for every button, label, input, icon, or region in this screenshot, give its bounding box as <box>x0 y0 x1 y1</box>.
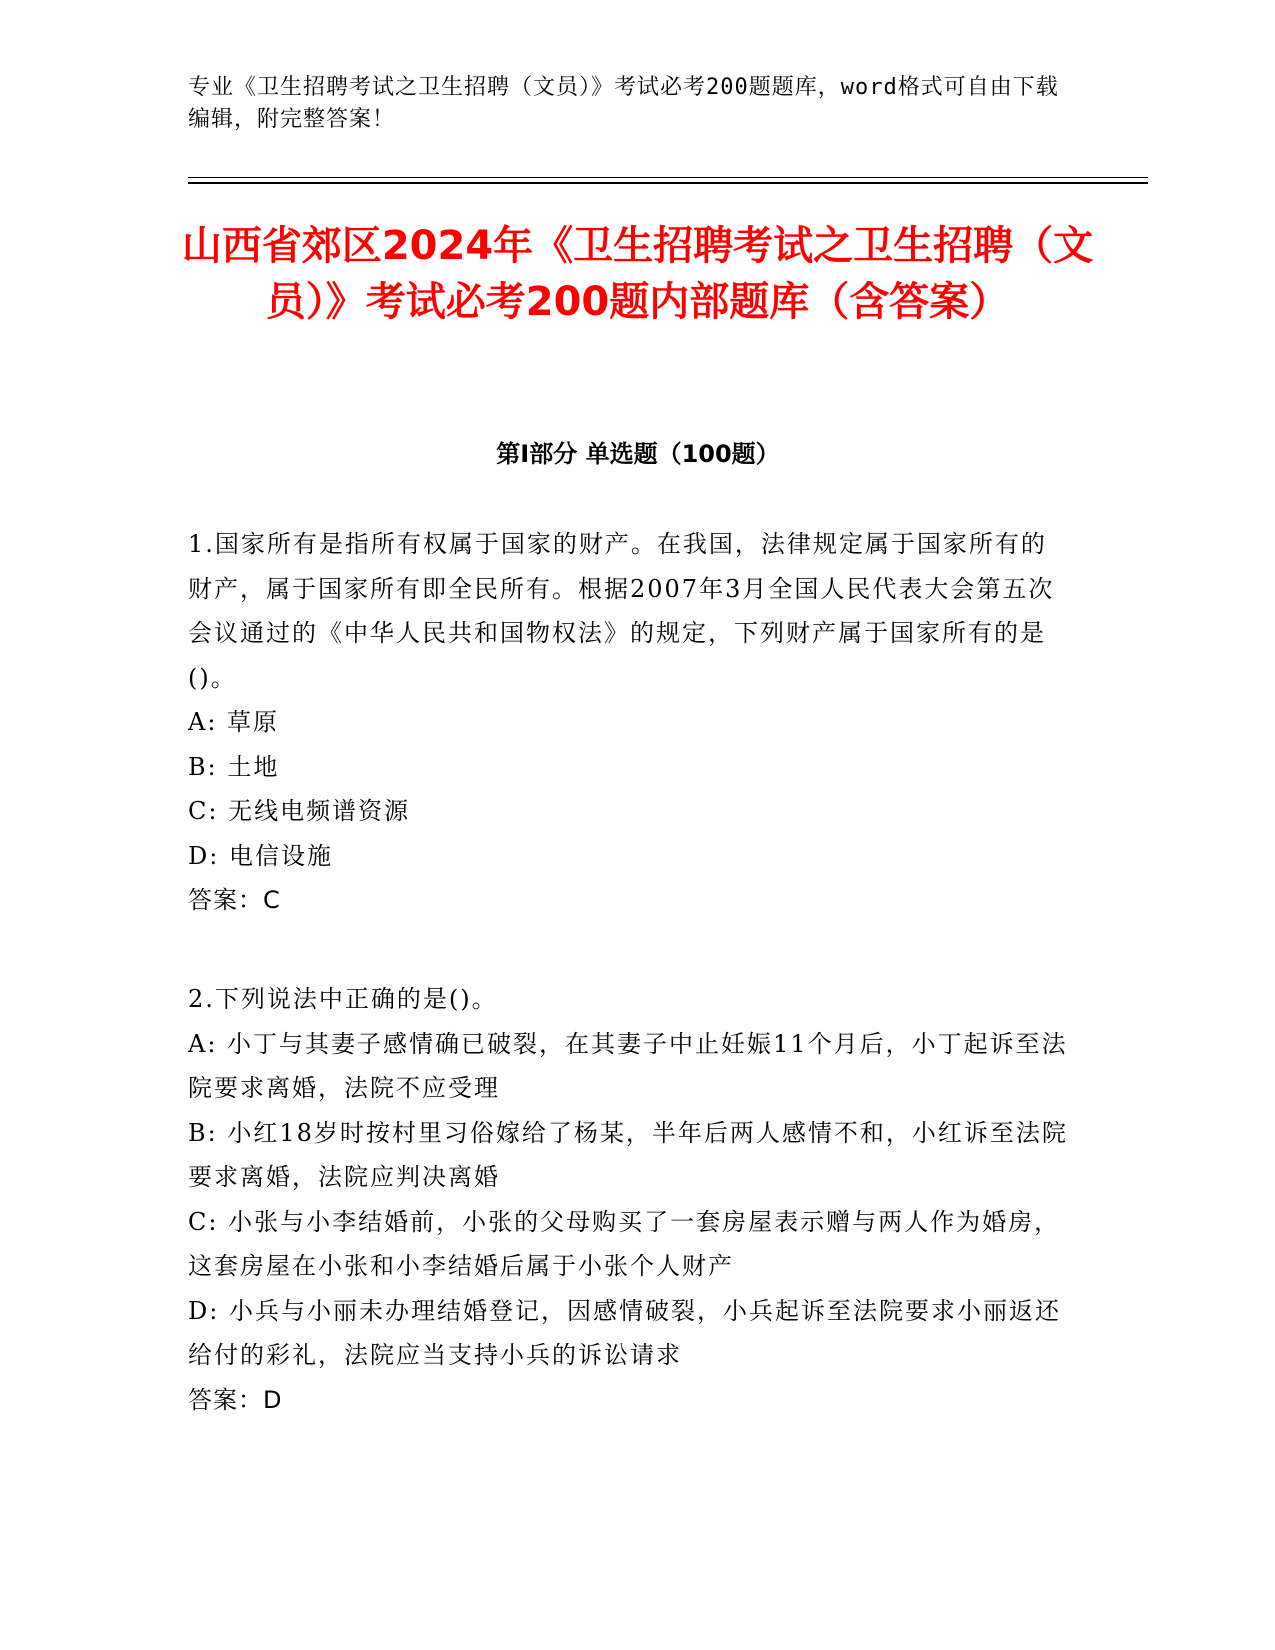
option-b: B: 小红18岁时按村里习俗嫁给了杨某，半年后两人感情不和，小红诉至法院要求离婚，法院应判决离婚 <box>188 1118 1068 1191</box>
section-heading: 第Ⅰ部分 单选题（100题） <box>496 440 780 468</box>
option-c: C: 小张与小李结婚前，小张的父母购买了一套房屋表示赠与两人作为婚房，这套房屋在小张和小李结婚后属于小张个人财产 <box>188 1207 1061 1280</box>
question-2 <box>188 977 1068 1422</box>
document-title: 山西省郊区2024年《卫生招聘考试之卫生招聘（文员）》考试必考200题内部题库（含答案） <box>181 223 1094 325</box>
option-b: B: 土地 <box>188 752 280 781</box>
option-a: A: 草原 <box>188 708 280 736</box>
question-text: 1.国家所有是指所有权属于国家的财产。在我国，法律规定属于国家所有的财产，属于国家所有即全民所有。根据2007年3月全国人民代表大会第五次会议通过的《中华人民共和国物权法》的规定，下列财产属于国家所有的是()。 <box>188 530 1055 692</box>
option-c: C: 无线电频谱资源 <box>188 797 411 825</box>
option-d: D: 电信设施 <box>188 841 333 870</box>
option-d: D: 小兵与小丽未办理结婚登记，因感情破裂，小兵起诉至法院要求小丽返还给付的彩礼，法院应当支持小兵的诉讼请求 <box>188 1296 1061 1369</box>
header-note: 专业《卫生招聘考试之卫生招聘（文员）》考试必考200题题库，word格式可自由下载编辑，附完整答案！ <box>188 75 1059 132</box>
answer-line: 答案：C <box>188 886 281 914</box>
header-rule-thin <box>188 177 1148 178</box>
question-1 <box>188 522 1068 923</box>
header-rule-thick <box>188 182 1148 184</box>
answer-line: 答案：D <box>188 1385 283 1414</box>
option-a: A: 小丁与其妻子感情确已破裂，在其妻子中止妊娠11个月后，小丁起诉至法院要求离婚，法院不应受理 <box>188 1029 1068 1102</box>
question-text: 2.下列说法中正确的是()。 <box>188 985 498 1013</box>
